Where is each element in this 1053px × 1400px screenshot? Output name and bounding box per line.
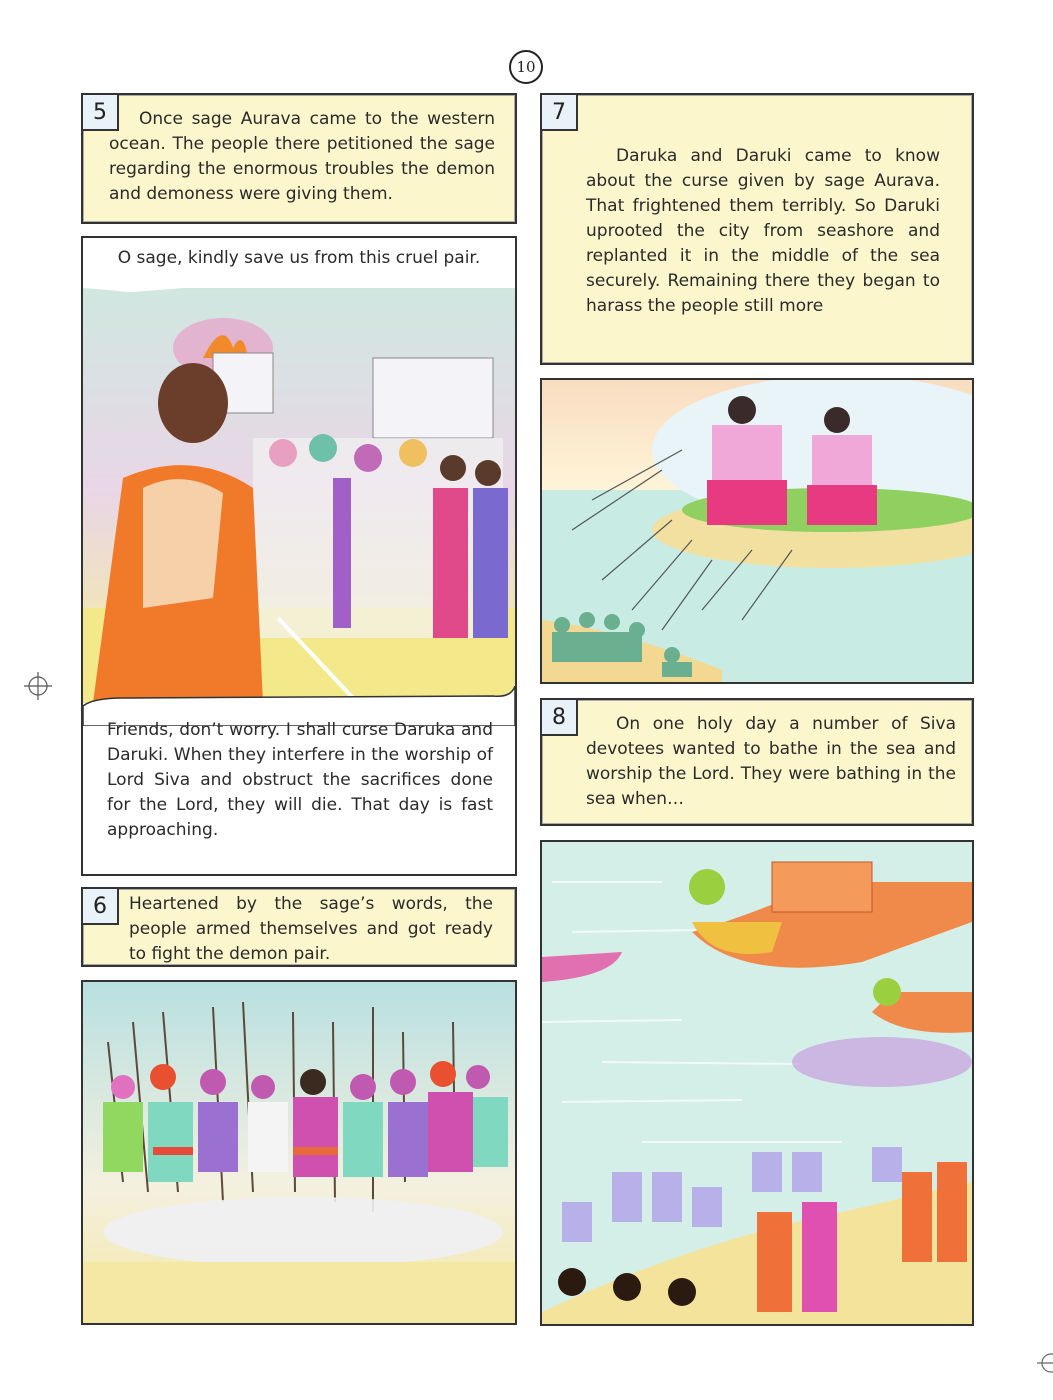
caption-panel-8 [540, 698, 974, 826]
caption-text: Heartened by the sage’s words, the people armed themselves and got ready to fight the demon pair. [129, 894, 493, 964]
panel-number-badge [542, 700, 578, 736]
speech-balloon-top: O sage, kindly save us from this cruel pair. [117, 248, 481, 268]
sage-crowd-illustration [83, 278, 515, 703]
panel-number-badge [542, 95, 578, 131]
caption-panel-5 [81, 93, 517, 224]
caption-panel-7 [540, 93, 974, 365]
caption-text: Daruka and Daruki came to know about the curse given by sage Aurava. That frightened them terribly. So Daruki uprooted the city from seashore and replanted it in the middle of the sea securely. Remaining there they began to harass the people still more [586, 146, 940, 316]
panel-5-illustration [81, 236, 517, 876]
registration-mark-icon [22, 670, 54, 702]
caption-text: Once sage Aurava came to the western ocean. The people there petitioned the sage regarding the enormous troubles the demon and demoness were giving them. [109, 109, 495, 204]
panel-8-illustration [540, 840, 974, 1326]
panel-number: 6 [93, 893, 107, 919]
demons-island-illustration [542, 380, 972, 682]
registration-mark-icon [1035, 1347, 1053, 1379]
caption-panel-6 [81, 887, 517, 967]
panel-number: 5 [93, 99, 107, 125]
panel-number: 8 [552, 704, 566, 730]
panel-number: 7 [552, 99, 566, 125]
speech-balloon-bottom: Friends, don’t worry. I shall curse Daruka and Daruki. When they interfere in the worship of Lord Siva and obstruct the sacrifices done for the Lord, they will die. That day is fast approaching. [107, 720, 493, 840]
caption-text: On one holy day a number of Siva devotees wanted to bathe in the sea and worship the Lord. They were bathing in the sea when… [586, 714, 956, 809]
devotees-bathing-illustration [542, 842, 972, 1324]
panel-number-badge [83, 889, 119, 925]
page-number-text: 10 [516, 58, 536, 76]
panel-6-illustration [81, 980, 517, 1325]
armed-villagers-illustration [83, 982, 515, 1323]
page-number [509, 50, 543, 84]
panel-7-illustration [540, 378, 974, 684]
